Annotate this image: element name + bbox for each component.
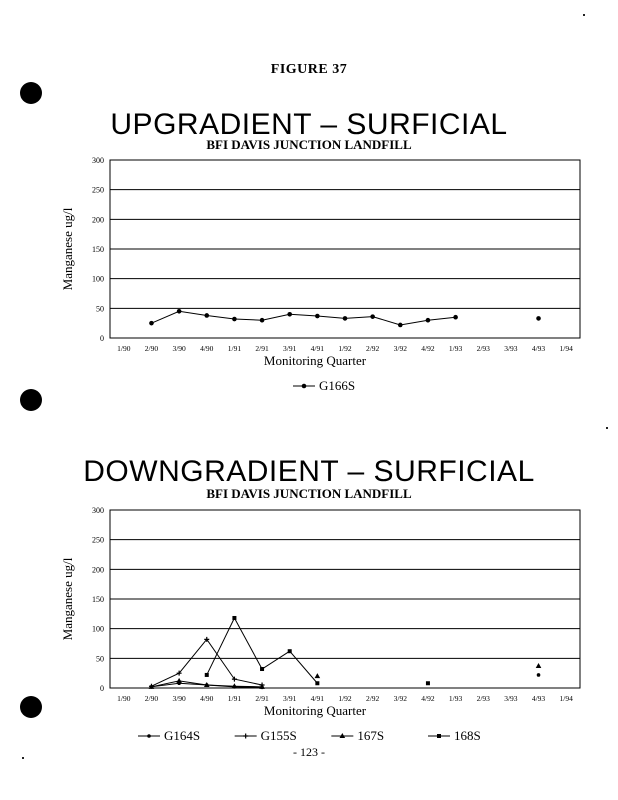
series-G155S [149, 637, 265, 689]
legend-label: 167S [357, 728, 385, 743]
x-tick-label: 1/94 [559, 694, 573, 703]
x-tick-label: 1/93 [448, 344, 463, 353]
x-tick-label: 2/92 [365, 344, 380, 353]
data-point-168S [288, 649, 292, 653]
scan-speck [583, 14, 585, 16]
chart-title-upgradient: UPGRADIENT – SURFICIAL [110, 108, 508, 141]
data-point-G166S [149, 321, 154, 326]
data-point-G166S [398, 323, 403, 328]
x-tick-label: 3/92 [393, 694, 407, 703]
x-tick-label: 2/92 [365, 694, 380, 703]
x-tick-label: 1/92 [338, 694, 352, 703]
x-tick-label: 4/91 [310, 694, 325, 703]
data-point-G166S [343, 316, 348, 321]
series-G166S [149, 309, 541, 327]
data-point-168S [232, 616, 236, 620]
y-tick-label: 0 [100, 684, 104, 693]
x-tick-label: 1/94 [559, 344, 573, 353]
data-point-167S [176, 678, 182, 683]
x-tick-label: 2/93 [476, 694, 490, 703]
series-line-G155S [151, 639, 262, 686]
x-tick-label: 1/91 [227, 344, 242, 353]
y-tick-label: 200 [92, 215, 104, 225]
page-number: - 123 - [293, 745, 325, 759]
x-tick-label: 1/92 [338, 344, 352, 353]
x-tick-label: 4/91 [310, 344, 325, 353]
legend-item-168S [428, 728, 481, 743]
legend-item-G166S [293, 378, 355, 393]
legend-marker [147, 734, 151, 738]
data-point-167S [315, 673, 321, 678]
x-tick-label: 2/90 [144, 344, 159, 353]
x-tick-label: 3/93 [504, 344, 518, 353]
x-tick-label: 3/91 [283, 344, 297, 353]
legend-marker [243, 734, 248, 739]
x-tick-label: 3/91 [283, 694, 297, 703]
x-tick-label: 2/91 [255, 694, 269, 703]
data-point-168S [205, 673, 209, 677]
y-tick-label: 50 [96, 654, 104, 664]
y-tick-label: 50 [96, 304, 104, 314]
x-tick-label: 2/90 [144, 694, 159, 703]
data-point-G166S [287, 312, 292, 317]
data-point-G166S [536, 316, 541, 321]
data-point-G166S [426, 318, 431, 323]
chart-subtitle-downgradient: BFI DAVIS JUNCTION LANDFILL [206, 486, 412, 501]
y-tick-label: 100 [92, 274, 104, 284]
y-tick-label: 300 [92, 156, 104, 165]
x-tick-label: 3/93 [504, 694, 518, 703]
series-line-168S [207, 618, 318, 683]
legend-label: G155S [260, 728, 297, 743]
data-point-168S [315, 681, 319, 685]
legend-label: G166S [319, 378, 356, 393]
data-point-G166S [260, 318, 265, 323]
x-tick-label: 4/93 [531, 344, 546, 353]
scan-speck [22, 757, 24, 759]
data-point-G166S [232, 317, 237, 322]
x-tick-label: 3/90 [172, 344, 186, 353]
x-tick-label: 1/90 [117, 694, 131, 703]
x-tick-label: 4/90 [200, 344, 214, 353]
y-axis-label: Manganese ug/l [60, 207, 75, 291]
x-tick-label: 1/93 [448, 694, 463, 703]
y-tick-label: 200 [92, 565, 104, 575]
y-tick-label: 250 [92, 185, 104, 195]
binder-hole-top [20, 82, 42, 104]
downgradient-chart [0, 500, 618, 750]
data-point-G166S [204, 313, 209, 318]
legend-marker [437, 734, 441, 738]
data-point-G166S [370, 314, 375, 319]
data-point-G166S [315, 314, 320, 319]
y-tick-label: 150 [92, 595, 104, 604]
data-point-G164S [537, 673, 541, 677]
legend-item-G155S [235, 728, 297, 743]
x-tick-label: 4/93 [531, 694, 546, 703]
y-tick-label: 100 [92, 624, 104, 634]
chart-title-downgradient: DOWNGRADIENT – SURFICIAL [83, 455, 535, 488]
chart-subtitle-upgradient: BFI DAVIS JUNCTION LANDFILL [206, 137, 412, 152]
y-axis-label: Manganese ug/l [60, 557, 75, 641]
x-tick-label: 3/90 [172, 694, 186, 703]
x-tick-label: 2/91 [255, 344, 269, 353]
y-tick-label: 300 [92, 506, 104, 515]
x-axis-label: Monitoring Quarter [263, 353, 367, 368]
legend-label: G164S [164, 728, 201, 743]
y-tick-label: 150 [92, 245, 104, 254]
upgradient-chart [0, 150, 618, 400]
x-axis-label: Monitoring Quarter [263, 703, 367, 718]
data-point-G166S [453, 315, 458, 320]
figure-label: FIGURE 37 [270, 62, 348, 77]
data-point-168S [426, 681, 430, 685]
x-tick-label: 4/92 [421, 694, 435, 703]
legend-item-G164S [138, 728, 200, 743]
y-tick-label: 0 [100, 334, 104, 343]
x-tick-label: 3/92 [393, 344, 407, 353]
legend-marker [302, 384, 307, 389]
x-tick-label: 4/90 [200, 694, 214, 703]
x-tick-label: 4/92 [421, 344, 435, 353]
y-tick-label: 250 [92, 535, 104, 545]
legend-label: 168S [454, 728, 481, 743]
x-tick-label: 1/90 [117, 344, 131, 353]
data-point-167S [536, 663, 542, 668]
scan-speck [606, 427, 608, 429]
series-line-G166S [151, 311, 455, 325]
data-point-168S [260, 667, 264, 671]
data-point-G166S [177, 309, 182, 314]
x-tick-label: 2/93 [476, 344, 490, 353]
legend-item-167S [331, 728, 384, 743]
x-tick-label: 1/91 [227, 694, 242, 703]
